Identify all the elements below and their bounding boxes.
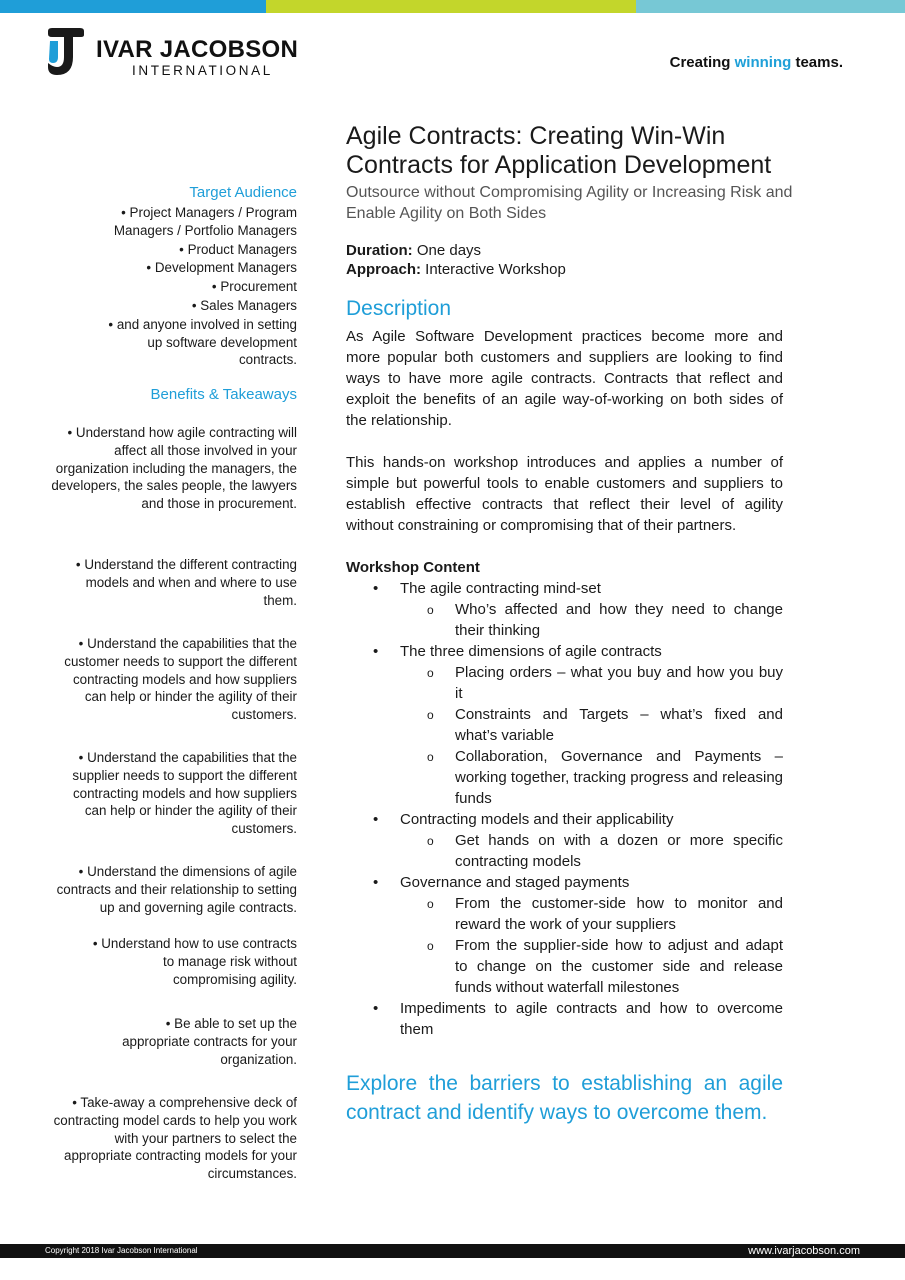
audience-item: • Development Managers — [50, 259, 297, 277]
benefit-item: • Understand the capabilities that the customer needs to support the different contracting models and how suppliers can help or hinder the agility of their customers. — [50, 635, 297, 724]
tagline-start: Creating — [669, 54, 735, 71]
sub-bullet-icon: o — [427, 834, 434, 848]
description-paragraph: As Agile Software Development practices become more and more popular both customers and suppliers are looking to find ways to have more agile contracts. Contracts that reflect and exploit the benefits of an agile way-of-working on both sides of the relationship. — [346, 328, 783, 429]
main-content — [346, 122, 793, 1127]
content-subitem-text: Collaboration, Governance and Payments – working together, tracking progress and releasing funds — [455, 748, 783, 807]
content-item — [346, 641, 783, 809]
logo-wordmark: IVAR JACOBSON — [96, 36, 299, 63]
approach-row — [346, 260, 783, 279]
top-bar-teal — [636, 0, 905, 13]
bullet-icon: • — [373, 1000, 379, 1017]
content-subitem — [400, 893, 783, 935]
content-sublist — [400, 599, 783, 641]
sub-bullet-icon: o — [427, 750, 434, 764]
content-sublist — [400, 662, 783, 809]
workshop-content-heading: Workshop Content — [346, 559, 480, 576]
approach-value: Interactive Workshop — [421, 261, 566, 278]
content-subitem-text: Get hands on with a dozen or more specific contracting models — [455, 832, 783, 870]
top-bar-blue — [0, 0, 266, 13]
approach-label: Approach: — [346, 261, 421, 278]
content-item-text: Impediments to agile contracts and how to overcome them — [400, 1000, 783, 1038]
page-subtitle: Outsource without Compromising Agility or Increasing Risk and Enable Agility on Both Sides — [346, 184, 793, 222]
page-footer — [0, 1244, 905, 1258]
benefit-item: • Understand the dimensions of agile contracts and their relationship to setting up and governing agile contracts. — [50, 863, 297, 916]
content-subitem-text: Constraints and Targets – what’s fixed and what’s variable — [455, 706, 783, 744]
top-bar-green — [266, 0, 636, 13]
audience-item: • Product Managers — [50, 241, 297, 259]
content-subitem-text: Who’s affected and how they need to change their thinking — [455, 601, 783, 639]
content-item — [346, 872, 783, 998]
target-audience-heading: Target Audience — [189, 184, 297, 201]
content-item — [346, 998, 783, 1040]
sub-bullet-icon: o — [427, 603, 434, 617]
company-logo — [46, 27, 299, 79]
audience-item: • Sales Managers — [50, 297, 297, 315]
content-subitem — [400, 935, 783, 998]
course-meta — [346, 241, 783, 279]
sub-bullet-icon: o — [427, 666, 434, 680]
audience-item: • and anyone involved in setting up software development contracts. — [50, 316, 297, 369]
content-item-text: Governance and staged payments — [400, 874, 630, 891]
bullet-icon: • — [373, 874, 379, 891]
benefit-item: • Understand the capabilities that the supplier needs to support the different contracting models and how suppliers can help or hinder the agility of their customers. — [50, 749, 297, 838]
call-to-action: Explore the barriers to establishing an agile contract and identify ways to overcome them. — [346, 1072, 783, 1124]
target-audience-section — [50, 183, 297, 369]
bullet-icon: • — [373, 811, 379, 828]
content-item — [346, 578, 783, 641]
audience-item: • Procurement — [50, 278, 297, 296]
benefit-item: • Be able to set up the appropriate contracts for your organization. — [50, 1015, 297, 1068]
sub-bullet-icon: o — [427, 708, 434, 722]
benefit-item: • Understand how to use contracts to manage risk without compromising agility. — [50, 935, 297, 988]
content-sublist — [400, 830, 783, 872]
page-title: Agile Contracts: Creating Win-Win Contracts for Application Development — [346, 122, 772, 179]
content-item-text: The agile contracting mind-set — [400, 580, 601, 597]
content-sublist — [400, 893, 783, 998]
bullet-icon: • — [373, 643, 379, 660]
content-subitem-text: From the customer-side how to monitor and reward the work of your suppliers — [455, 895, 783, 933]
content-subitem — [400, 662, 783, 704]
bullet-icon: • — [373, 580, 379, 597]
content-item-text: Contracting models and their applicability — [400, 811, 674, 828]
content-subitem-text: Placing orders – what you buy and how you buy it — [455, 664, 783, 702]
workshop-content-list — [346, 578, 783, 1040]
top-color-bar — [0, 0, 905, 13]
content-subitem — [400, 704, 783, 746]
content-item-text: The three dimensions of agile contracts — [400, 643, 662, 660]
audience-list — [50, 204, 297, 369]
logo-subtext: INTERNATIONAL — [132, 63, 273, 78]
ivar-jacobson-logo-icon — [46, 27, 86, 77]
copyright-text: Copyright 2018 Ivar Jacobson International — [45, 1246, 198, 1255]
content-subitem — [400, 599, 783, 641]
benefits-heading: Benefits & Takeaways — [150, 386, 297, 403]
benefit-item: • Understand how agile contracting will affect all those involved in your organization including the managers, the developers, the sales people, the lawyers and those in procurement. — [50, 424, 297, 513]
benefit-item: • Take-away a comprehensive deck of contracting model cards to help you work with your partners to select the appropriate contracting models for your circumstances. — [50, 1094, 297, 1183]
duration-label: Duration: — [346, 242, 413, 259]
sub-bullet-icon: o — [427, 939, 434, 953]
tagline-end: teams. — [791, 54, 843, 71]
duration-value: One days — [412, 242, 482, 259]
audience-item: • Project Managers / Program Managers / Portfolio Managers — [50, 204, 297, 240]
duration-row — [346, 241, 783, 260]
description-paragraph: This hands-on workshop introduces and applies a number of simple but powerful tools to enable customers and suppliers to establish effective contracts that reflect their level of agility without constraining or compromising that of their partners. — [346, 454, 783, 534]
content-subitem — [400, 746, 783, 809]
content-subitem — [400, 830, 783, 872]
sub-bullet-icon: o — [427, 897, 434, 911]
tagline — [670, 54, 843, 71]
description-heading: Description — [346, 297, 452, 320]
benefit-item: • Understand the different contracting models and when and where to use them. — [50, 556, 297, 609]
tagline-accent: winning — [734, 54, 792, 71]
benefits-section — [50, 385, 297, 1185]
website-link[interactable]: www.ivarjacobson.com — [748, 1245, 860, 1257]
content-subitem-text: From the supplier-side how to adjust and adapt to change on the customer side and release funds without waterfall milestones — [455, 937, 783, 996]
content-item — [346, 809, 783, 872]
